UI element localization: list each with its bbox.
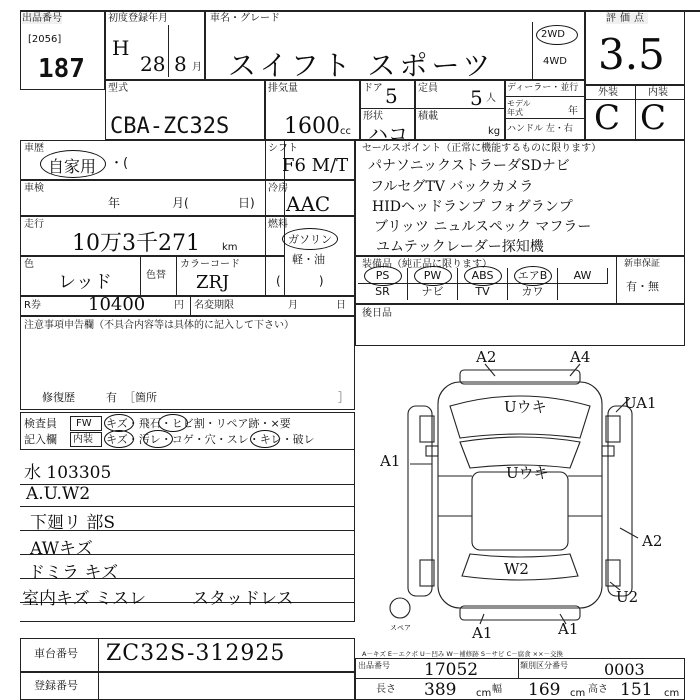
model-value: CBA-ZC32S: [110, 114, 230, 139]
shift-value: F6 M/T: [282, 155, 349, 176]
fw-circle-2: [158, 414, 188, 432]
footer-legend: A－キズ E－エクボ U－凹み W－補修跡 S－サビ C－腐食 ××－交換: [362, 650, 564, 658]
equipment-item: ナビ: [408, 284, 458, 300]
name-grade-value: スイフト スポーツ: [228, 49, 495, 82]
footer-width-label: 幅: [492, 684, 502, 695]
new-car-value: 有・無: [626, 280, 659, 293]
exterior-label: 外装: [598, 87, 618, 98]
later-day-label: 後日品: [362, 308, 392, 319]
fuel-paren: ( ): [276, 274, 324, 288]
load-unit: kg: [488, 126, 501, 137]
displacement-unit: cc: [340, 126, 351, 137]
diagram-mark-7: A2: [642, 532, 663, 550]
chassis-value: ZC32S-312925: [106, 641, 286, 666]
diagram-mark-1: A2: [476, 348, 497, 366]
footer-height-value: 151: [620, 680, 653, 700]
repair-close: ］: [338, 391, 349, 404]
color-code-label: カラーコード: [180, 259, 240, 270]
remark-2: A.U.W2: [26, 484, 91, 504]
equipment-circle: [514, 266, 552, 286]
first-reg-label: 初度登録年月: [108, 13, 168, 24]
transfer-label: 名変期限: [194, 300, 234, 311]
roof: [472, 472, 568, 550]
remark-7: スタッドレス: [192, 589, 294, 609]
capacity-unit: 人: [486, 93, 496, 104]
notes-label: 注意事項申告欄（不具合内容等は具体的に記入して下さい）: [24, 320, 294, 331]
record-label: 記入欄: [24, 433, 57, 446]
remark-6: 室内キズ ミスレ: [22, 589, 147, 609]
footer-number-label: 出品番号: [358, 661, 390, 670]
diagram-mark-2: A4: [570, 348, 591, 366]
diagram-mark-11: A1: [558, 620, 579, 638]
fuel-label: 燃料: [268, 219, 288, 230]
displacement-label: 排気量: [268, 83, 298, 94]
sales-point-3: HIDヘッドランプ フォグランプ: [372, 199, 573, 215]
dealer-label: ディーラー・並行: [507, 83, 579, 93]
aircon-value: AAC: [286, 192, 331, 216]
equipment-item: PW: [408, 268, 458, 284]
transfer-day: 日: [336, 300, 346, 311]
lot-number: 187: [38, 54, 85, 84]
mileage-label: 走行: [24, 219, 44, 230]
doors-label: ドア: [363, 83, 383, 94]
handle-label: ハンドル 左・右: [507, 124, 573, 134]
name-grade-label: 車名・グレード: [210, 13, 280, 24]
diagram-mark-6: Uウキ: [506, 464, 549, 482]
footer-height-unit: cm: [664, 688, 680, 699]
transfer-month: 月: [288, 300, 298, 311]
sales-points-label: セールスポイント（正常に機能するものに限ります）: [362, 143, 602, 154]
footer-length-value: 389: [424, 680, 457, 700]
remark-5: ドミラ キズ: [28, 563, 119, 583]
spare-tire-icon: [390, 598, 410, 618]
remark-1: 水 103305: [24, 463, 112, 483]
lot-number-label: 出品番号: [22, 13, 62, 24]
inspector-label: 検査員: [24, 417, 57, 430]
diagram-mark-4: UA1: [624, 394, 657, 412]
shaken-year-unit: 年: [108, 196, 121, 210]
sales-point-2: フルセグTV バックカメラ: [370, 179, 534, 195]
color-label: 色: [24, 259, 34, 270]
recycle-row: [20, 296, 355, 316]
displacement-value: 1600: [284, 114, 340, 139]
recycle-unit: 円: [174, 300, 184, 311]
color-value: レッド: [58, 272, 112, 293]
footer-length-label: 長さ: [376, 684, 396, 695]
sales-point-4: ブリッツ ニュルスペック マフラー: [374, 219, 592, 235]
shaken-month-unit: 月(: [172, 196, 189, 210]
shift-label: シフト: [268, 143, 298, 154]
equipment-item: SR: [358, 284, 408, 300]
repair-place: ［箇所: [124, 391, 157, 404]
footer-length-unit: cm: [476, 688, 492, 699]
diagram-mark-10: A1: [472, 624, 493, 642]
sales-point-1: パナソニックストラーダSDナビ: [368, 158, 570, 174]
footer-class-value: 0003: [604, 660, 645, 679]
usage-value: 自家用: [48, 157, 97, 176]
fuel-diesel: 軽・油: [292, 253, 325, 266]
repair-value: 有: [106, 391, 117, 404]
footer-number-value: 17052: [424, 660, 479, 680]
footer-class-label: 類別区分番号: [520, 661, 568, 670]
int-circle-3: [250, 430, 280, 448]
model-year-label: モデル年式: [507, 99, 531, 117]
remark-4: AWキズ: [30, 539, 93, 559]
first-reg-month-unit: 月: [192, 62, 202, 73]
diagram-mark-3: Uウキ: [504, 398, 547, 416]
remark-3: 下廻リ 部S: [30, 513, 116, 533]
repair-label: 修復歴: [42, 391, 75, 404]
score-label: 評価点: [606, 13, 648, 24]
new-car-label: 新車保証: [624, 259, 661, 269]
drive-2wd: 2WD: [541, 29, 565, 40]
footer-width-value: 169: [528, 680, 561, 700]
usage-label: 車歴: [24, 143, 44, 154]
mileage-unit: km: [222, 242, 238, 253]
lot-code: [2056]: [28, 34, 62, 45]
capacity-value: 5: [470, 86, 483, 110]
footer-width-unit: cm: [570, 688, 586, 699]
color-code-value: ZRJ: [196, 272, 230, 293]
exterior-value: C: [594, 98, 621, 138]
doors-value: 5: [385, 84, 398, 108]
diagram-mark-5: A1: [380, 452, 401, 470]
interior-value: C: [640, 98, 667, 138]
equipment-item: AW: [558, 268, 608, 284]
inspection-interior-label: 内装: [73, 434, 93, 445]
model-label: 型式: [108, 83, 128, 94]
diagram-mark-8: W2: [504, 560, 529, 578]
equipment-circle: [364, 266, 402, 286]
equipment-circle: [464, 266, 502, 286]
recycle-value: 10400: [88, 294, 146, 315]
shape-value: ハコ: [368, 122, 408, 146]
chassis-label: 車台番号: [34, 647, 78, 660]
later-day-box: [355, 304, 685, 346]
aircon-label: 冷房: [268, 183, 288, 194]
model-year-unit: 年: [568, 106, 578, 117]
equipment-item: TV: [458, 284, 508, 300]
interior-items: キズ・汚レ・コゲ・穴・スレ・キレ・破レ: [106, 433, 315, 446]
era-letter: H: [112, 36, 130, 60]
recycle-label: R券: [24, 300, 41, 311]
interior-label: 内装: [648, 87, 668, 98]
capacity-label: 定員: [418, 83, 438, 94]
first-reg-month: 8: [174, 52, 187, 76]
footer-height-label: 高さ: [588, 684, 608, 695]
car-damage-diagram: [380, 346, 680, 646]
equipment-circle: [414, 266, 452, 286]
equipment-item: ABS: [458, 268, 508, 284]
color-tone-label: 色替: [146, 270, 166, 281]
fw-items: キズ・飛石・ヒビ割・リペア跡・×要: [106, 417, 291, 430]
score-value: 3.5: [598, 30, 665, 79]
first-reg-year: 28: [140, 52, 166, 76]
mileage-value: 10万3千271: [72, 231, 200, 256]
load-label: 積載: [418, 111, 438, 122]
int-circle-1: [104, 430, 134, 448]
fuel-gasoline: ガソリン: [288, 233, 332, 246]
diagram-mark-9: U2: [616, 588, 639, 606]
equipment-item: エアB: [508, 268, 558, 284]
registration-label: 登録番号: [34, 679, 78, 692]
equipment-label: 装備品（純正品に限ります）: [362, 259, 492, 270]
shaken-label: 車検: [24, 183, 44, 194]
usage-suffix: ・(: [110, 156, 129, 171]
equipment-item: カワ: [508, 284, 558, 300]
sales-point-5: ユムテックレーダー探知機: [376, 239, 544, 255]
shape-label: 形状: [363, 111, 383, 122]
equipment-item: PS: [358, 268, 408, 284]
fw-label: FW: [76, 418, 92, 429]
shaken-day-unit: 日): [238, 196, 255, 210]
spare-label: スペア: [390, 624, 411, 632]
int-circle-2: [143, 430, 173, 448]
drive-4wd: 4WD: [543, 56, 567, 67]
